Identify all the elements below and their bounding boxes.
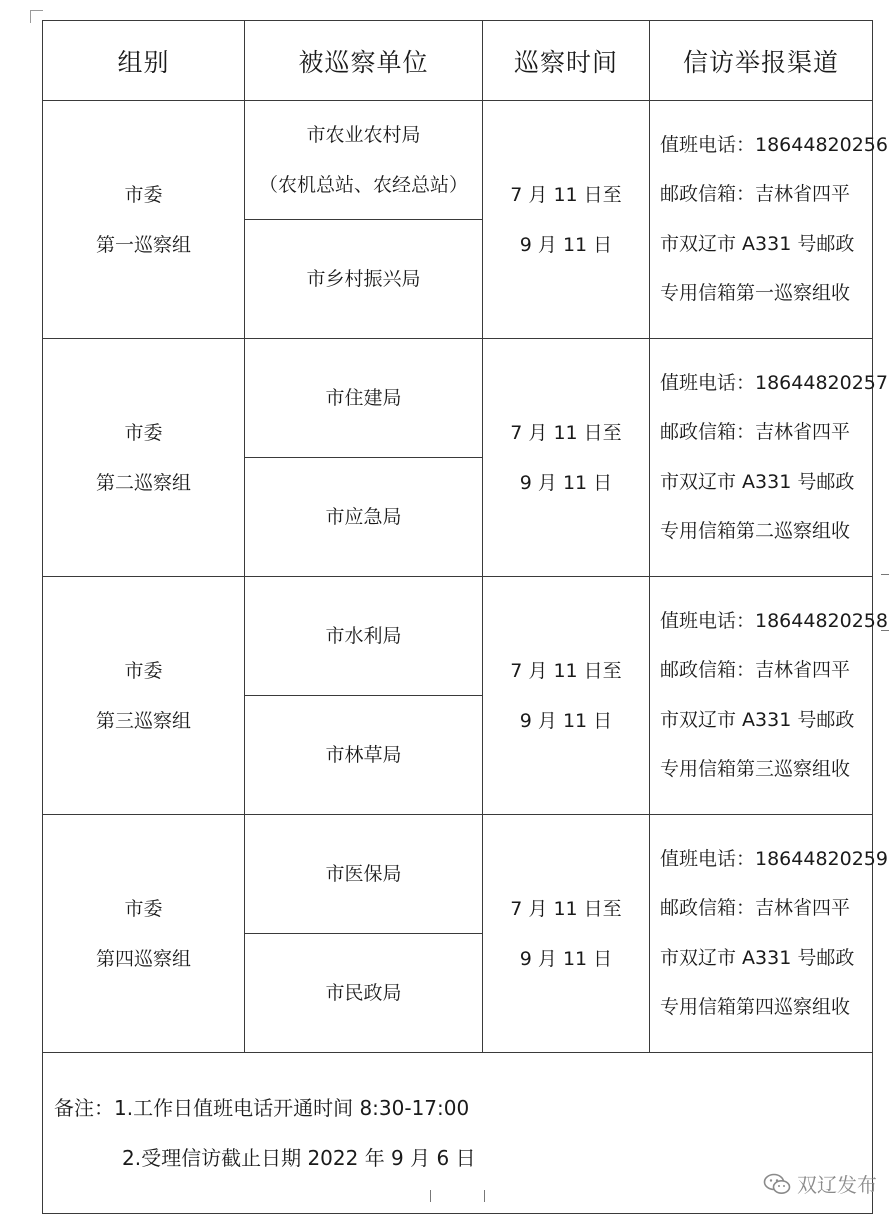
group-name-line: 市委 — [124, 421, 163, 444]
time-cell — [483, 339, 650, 577]
unit-cell — [245, 101, 483, 220]
channel-cell — [650, 815, 888, 1053]
time-line: 7 月 11 日至 — [510, 897, 622, 920]
channel-line: 值班电话：18644820256 — [660, 133, 888, 156]
group-name-line: 第四巡察组 — [95, 947, 191, 970]
time-cell — [483, 101, 650, 339]
unit-cell — [245, 815, 483, 934]
table-row — [43, 339, 873, 458]
channel-line: 专用信箱第三巡察组收 — [660, 758, 851, 780]
header-channel: 信访举报渠道 — [650, 21, 873, 101]
channel-line: 专用信箱第四巡察组收 — [660, 996, 851, 1018]
channel-line: 值班电话：18644820257 — [660, 371, 888, 394]
unit-name: 市水利局 — [325, 625, 402, 647]
header-group: 组别 — [43, 21, 245, 101]
channel-cell — [650, 101, 888, 339]
wechat-icon — [763, 1173, 791, 1195]
group-name-cell — [43, 101, 245, 339]
inspection-schedule-table — [42, 20, 888, 1214]
time-line: 9 月 11 日 — [519, 233, 613, 256]
channel-line: 市双辽市 A331 号邮政 — [660, 708, 855, 731]
channel-line: 市双辽市 A331 号邮政 — [660, 946, 855, 969]
channel-line: 市双辽市 A331 号邮政 — [660, 470, 855, 493]
time-line: 7 月 11 日至 — [510, 421, 622, 444]
watermark — [763, 1169, 877, 1198]
watermark-text: 双辽发布 — [797, 1173, 877, 1197]
unit-cell — [245, 339, 483, 458]
time-line: 9 月 11 日 — [519, 947, 613, 970]
time-line: 9 月 11 日 — [519, 471, 613, 494]
unit-name: 市住建局 — [325, 387, 402, 409]
channel-cell — [650, 339, 888, 577]
unit-subname: （农机总站、农经总站） — [258, 174, 468, 196]
unit-cell — [245, 696, 483, 815]
table-row — [43, 577, 873, 696]
group-name-line: 第三巡察组 — [95, 709, 191, 732]
note-line-1: 备注：1.工作日值班电话开通时间 8:30-17:00 — [54, 1096, 470, 1120]
note-line-2: 2.受理信访截止日期 2022 年 9 月 6 日 — [122, 1146, 476, 1170]
group-name-line: 市委 — [124, 183, 163, 206]
note-cell — [43, 1053, 873, 1214]
group-name-line: 第一巡察组 — [95, 233, 191, 256]
channel-line: 专用信箱第二巡察组收 — [660, 520, 851, 542]
channel-line: 专用信箱第一巡察组收 — [660, 282, 851, 304]
unit-cell — [245, 934, 483, 1053]
header-row — [43, 21, 873, 101]
unit-name: 市农业农村局 — [306, 124, 421, 146]
unit-cell — [245, 458, 483, 577]
channel-line: 邮政信箱：吉林省四平 — [660, 183, 851, 205]
group-name-cell — [43, 339, 245, 577]
unit-name: 市医保局 — [325, 863, 402, 885]
time-line: 7 月 11 日至 — [510, 659, 622, 682]
unit-name: 市乡村振兴局 — [306, 268, 421, 290]
time-line: 7 月 11 日至 — [510, 183, 622, 206]
group-name-line: 第二巡察组 — [95, 471, 191, 494]
group-name-line: 市委 — [124, 659, 163, 682]
time-cell — [483, 577, 650, 815]
table-row — [43, 815, 873, 934]
channel-cell — [650, 577, 888, 815]
channel-line: 市双辽市 A331 号邮政 — [660, 232, 855, 255]
time-cell — [483, 815, 650, 1053]
unit-name: 市民政局 — [325, 982, 402, 1004]
time-line: 9 月 11 日 — [519, 709, 613, 732]
unit-name: 市应急局 — [325, 506, 402, 528]
table-row — [43, 101, 873, 220]
group-name-cell — [43, 577, 245, 815]
note-row — [43, 1053, 873, 1214]
header-unit: 被巡察单位 — [245, 21, 483, 101]
unit-cell — [245, 577, 483, 696]
header-time: 巡察时间 — [483, 21, 650, 101]
unit-name: 市林草局 — [325, 744, 402, 766]
group-name-cell — [43, 815, 245, 1053]
channel-line: 值班电话：18644820259 — [660, 847, 888, 870]
channel-line: 邮政信箱：吉林省四平 — [660, 421, 851, 443]
unit-cell — [245, 220, 483, 339]
channel-line: 邮政信箱：吉林省四平 — [660, 659, 851, 681]
group-name-line: 市委 — [124, 897, 163, 920]
channel-line: 值班电话：18644820258 — [660, 609, 888, 632]
channel-line: 邮政信箱：吉林省四平 — [660, 897, 851, 919]
page-margin-mark — [881, 574, 889, 575]
